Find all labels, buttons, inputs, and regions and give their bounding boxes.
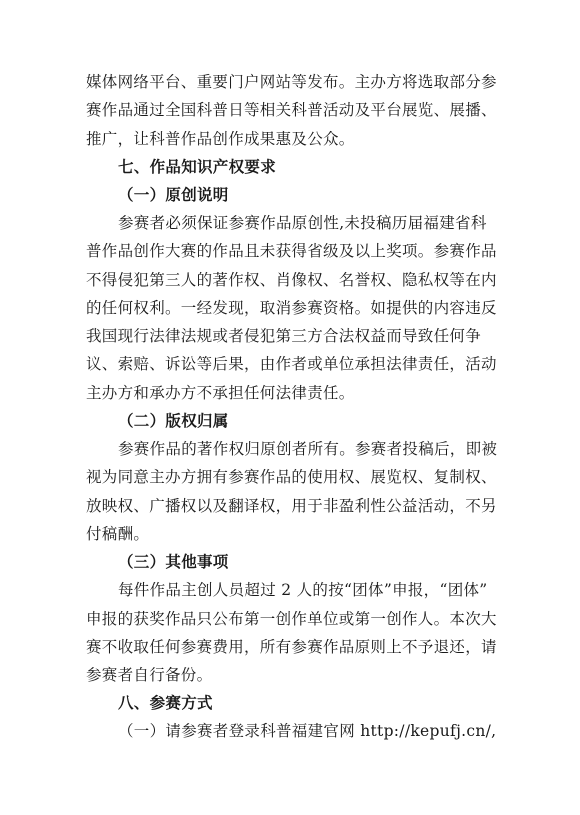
paragraph-line: 议、索赔、诉讼等后果，由作者或单位承担法律责任，活动 bbox=[86, 355, 497, 373]
paragraph-line: 放映权、广播权以及翻译权，用于非盈利性公益活动，不另 bbox=[86, 497, 497, 515]
paragraph-line: 付稿酬。 bbox=[86, 525, 150, 543]
paragraph-line: 参赛者必须保证参赛作品原创性,未投稿历届福建省科 bbox=[118, 214, 487, 232]
paragraph-line: 的任何权利。一经发现，取消参赛资格。如提供的内容违反 bbox=[86, 299, 497, 317]
paragraph-line: 主办方和承办方不承担任何法律责任。 bbox=[86, 384, 355, 402]
subsection-heading: （一）原创说明 bbox=[118, 185, 229, 204]
section-heading: 七、作品知识产权要求 bbox=[118, 158, 277, 176]
subsection-heading: （三）其他事项 bbox=[118, 552, 229, 571]
paragraph-line: 赛作品通过全国科普日等相关科普活动及平台展览、展播、 bbox=[86, 101, 497, 119]
paragraph-line: 参赛者自行备份。 bbox=[86, 666, 213, 684]
paragraph-line: 推广，让科普作品创作成果惠及公众。 bbox=[86, 130, 355, 148]
paragraph-line: 普作品创作大赛的作品且未获得省级及以上奖项。参赛作品 bbox=[86, 242, 497, 260]
paragraph-line: 每件作品主创人员超过 2 人的按“团体”申报，“团体” bbox=[118, 581, 488, 599]
paragraph-line: 媒体网络平台、重要门户网站等发布。主办方将选取部分参 bbox=[86, 73, 497, 91]
paragraph-line: 申报的获奖作品只公布第一创作单位或第一创作人。本次大 bbox=[86, 610, 497, 628]
subsection-heading: （二）版权归属 bbox=[118, 411, 229, 430]
paragraph-line: 视为同意主办方拥有参赛作品的使用权、展览权、复制权、 bbox=[86, 468, 497, 486]
paragraph-line: 我国现行法律法规或者侵犯第三方合法权益而导致任何争 bbox=[86, 327, 482, 345]
paragraph-line: 赛不收取任何参赛费用，所有参赛作品原则上不予退还，请 bbox=[86, 638, 497, 656]
section-heading: 八、参赛方式 bbox=[118, 694, 213, 712]
paragraph-line: 不得侵犯第三人的著作权、肖像权、名誉权、隐私权等在内 bbox=[86, 271, 497, 289]
paragraph-line: （一）请参赛者登录科普福建官网 http://kepufj.cn/, bbox=[118, 722, 497, 740]
paragraph-line: 参赛作品的著作权归原创者所有。参赛者投稿后，即被 bbox=[118, 440, 498, 458]
